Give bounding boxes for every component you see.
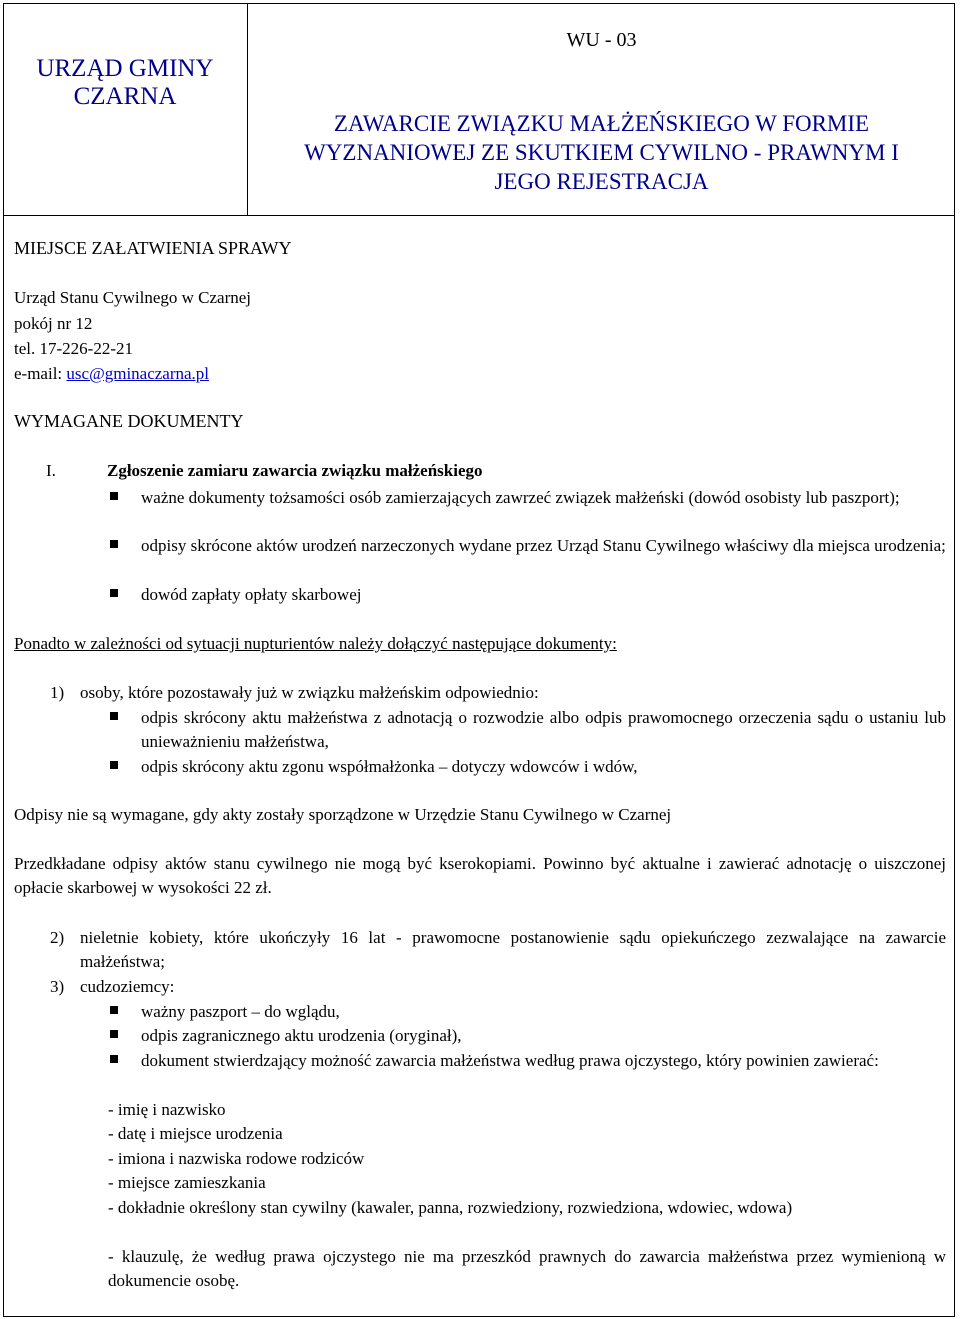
document-title	[248, 109, 955, 196]
dash-item: - dokładnie określony stan cywilny (kawaler, panna, rozwiedziony, rozwiedziona, wdowiec, wdowa)	[108, 1198, 793, 1217]
item3-bullet: odpis zagranicznego aktu urodzenia (oryginał),	[141, 1026, 462, 1045]
location-line1: Urząd Stanu Cywilnego w Czarnej	[14, 288, 251, 307]
item1-text: osoby, które pozostawały już w związku małżeńskim odpowiednio:	[80, 683, 539, 702]
item3-number: 3)	[50, 977, 65, 996]
dash-item: - datę i miejsce urodzenia	[108, 1124, 283, 1143]
required-doc-item: odpisy skrócone aktów urodzeń narzeczonych wydane przez Urząd Stanu Cywilnego właściwy dla miejsca urodzenia;	[141, 536, 946, 555]
email-label: e-mail:	[14, 364, 67, 383]
bullet-icon	[110, 1006, 118, 1014]
document-header	[3, 3, 955, 216]
title-line2: WYZNANIOWEJ ZE SKUTKIEM CYWILNO - PRAWNYM I	[304, 140, 899, 165]
note-copies-requirements: Przedkładane odpisy aktów stanu cywilnego nie mogą być kserokopiami. Powinno być aktualne i zawierać adnotację o uiszczonej opłacie skarbowej w wysokości 22 zł.	[14, 854, 946, 897]
item3-text: cudzoziemcy:	[80, 977, 175, 996]
bullet-icon	[110, 540, 118, 548]
title-line3: JEGO REJESTRACJA	[494, 169, 709, 194]
office-name-line2: CZARNA	[73, 83, 177, 110]
title-box	[248, 3, 955, 215]
item3-bullet: ważny paszport – do wglądu,	[141, 1002, 340, 1021]
title-line1: ZAWARCIE ZWIĄZKU MAŁŻEŃSKIEGO W FORMIE	[333, 111, 870, 136]
item2-number: 2)	[50, 928, 65, 947]
item1-bullet: odpis skrócony aktu małżeństwa z adnotacją o rozwodzie albo odpis prawomocnego orzeczenia sądu o ustaniu lub unieważnieniu małżeństwa,	[141, 708, 946, 751]
email-link[interactable]: usc@gminaczarna.pl	[66, 364, 210, 383]
dash-item: - imiona i nazwiska rodowe rodziców	[108, 1149, 365, 1168]
bullet-icon	[110, 712, 118, 720]
location-heading: MIEJSCE ZAŁATWIENIA SPRAWY	[14, 238, 292, 258]
bullet-icon	[110, 761, 118, 769]
document-code: WU - 03	[566, 29, 637, 51]
item1-number: 1)	[50, 683, 65, 702]
bullet-icon	[110, 1030, 118, 1038]
bullet-icon	[110, 1055, 118, 1063]
required-doc-item: ważne dokumenty tożsamości osób zamierzających zawrzeć związek małżeński (dowód osobisty lub paszport);	[141, 488, 900, 507]
note-copies-not-required: Odpisy nie są wymagane, gdy akty zostały sporządzone w Urzędzie Stanu Cywilnego w Czarnej	[14, 805, 672, 824]
item2-text: nieletnie kobiety, które ukończyły 16 lat - prawomocne postanowienie sądu opiekuńczego zezwalające na zawarcie małżeństwa;	[80, 928, 946, 971]
dash-item: - miejsce zamieszkania	[108, 1173, 266, 1192]
dash-item: - klauzulę, że według prawa ojczystego nie ma przeszkód prawnych do zawarcia małżeństwa przez wymienioną w dokumencie osobę.	[108, 1247, 946, 1290]
section-number: I.	[46, 461, 56, 480]
item3-bullet: dokument stwierdzający możność zawarcia małżeństwa według prawa ojczystego, który powinien zawierać:	[141, 1051, 879, 1070]
required-doc-item: dowód zapłaty opłaty skarbowej	[141, 585, 362, 604]
bullet-icon	[110, 492, 118, 500]
dash-item: - imię i nazwisko	[108, 1100, 226, 1119]
documents-heading: WYMAGANE DOKUMENTY	[14, 411, 244, 431]
location-email-line	[14, 362, 209, 386]
section-title: Zgłoszenie zamiaru zawarcia związku małżeńskiego	[107, 461, 483, 480]
office-name-box	[3, 3, 248, 215]
bullet-icon	[110, 589, 118, 597]
location-line3: tel. 17-226-22-21	[14, 339, 133, 358]
item1-bullet: odpis skrócony aktu zgonu współmałżonka – dotyczy wdowców i wdów,	[141, 757, 638, 776]
location-line2: pokój nr 12	[14, 314, 93, 333]
office-name-line1: URZĄD GMINY	[36, 55, 214, 82]
additional-docs-heading: Ponadto w zależności od sytuacji nupturientów należy dołączyć następujące dokumenty:	[14, 634, 617, 653]
